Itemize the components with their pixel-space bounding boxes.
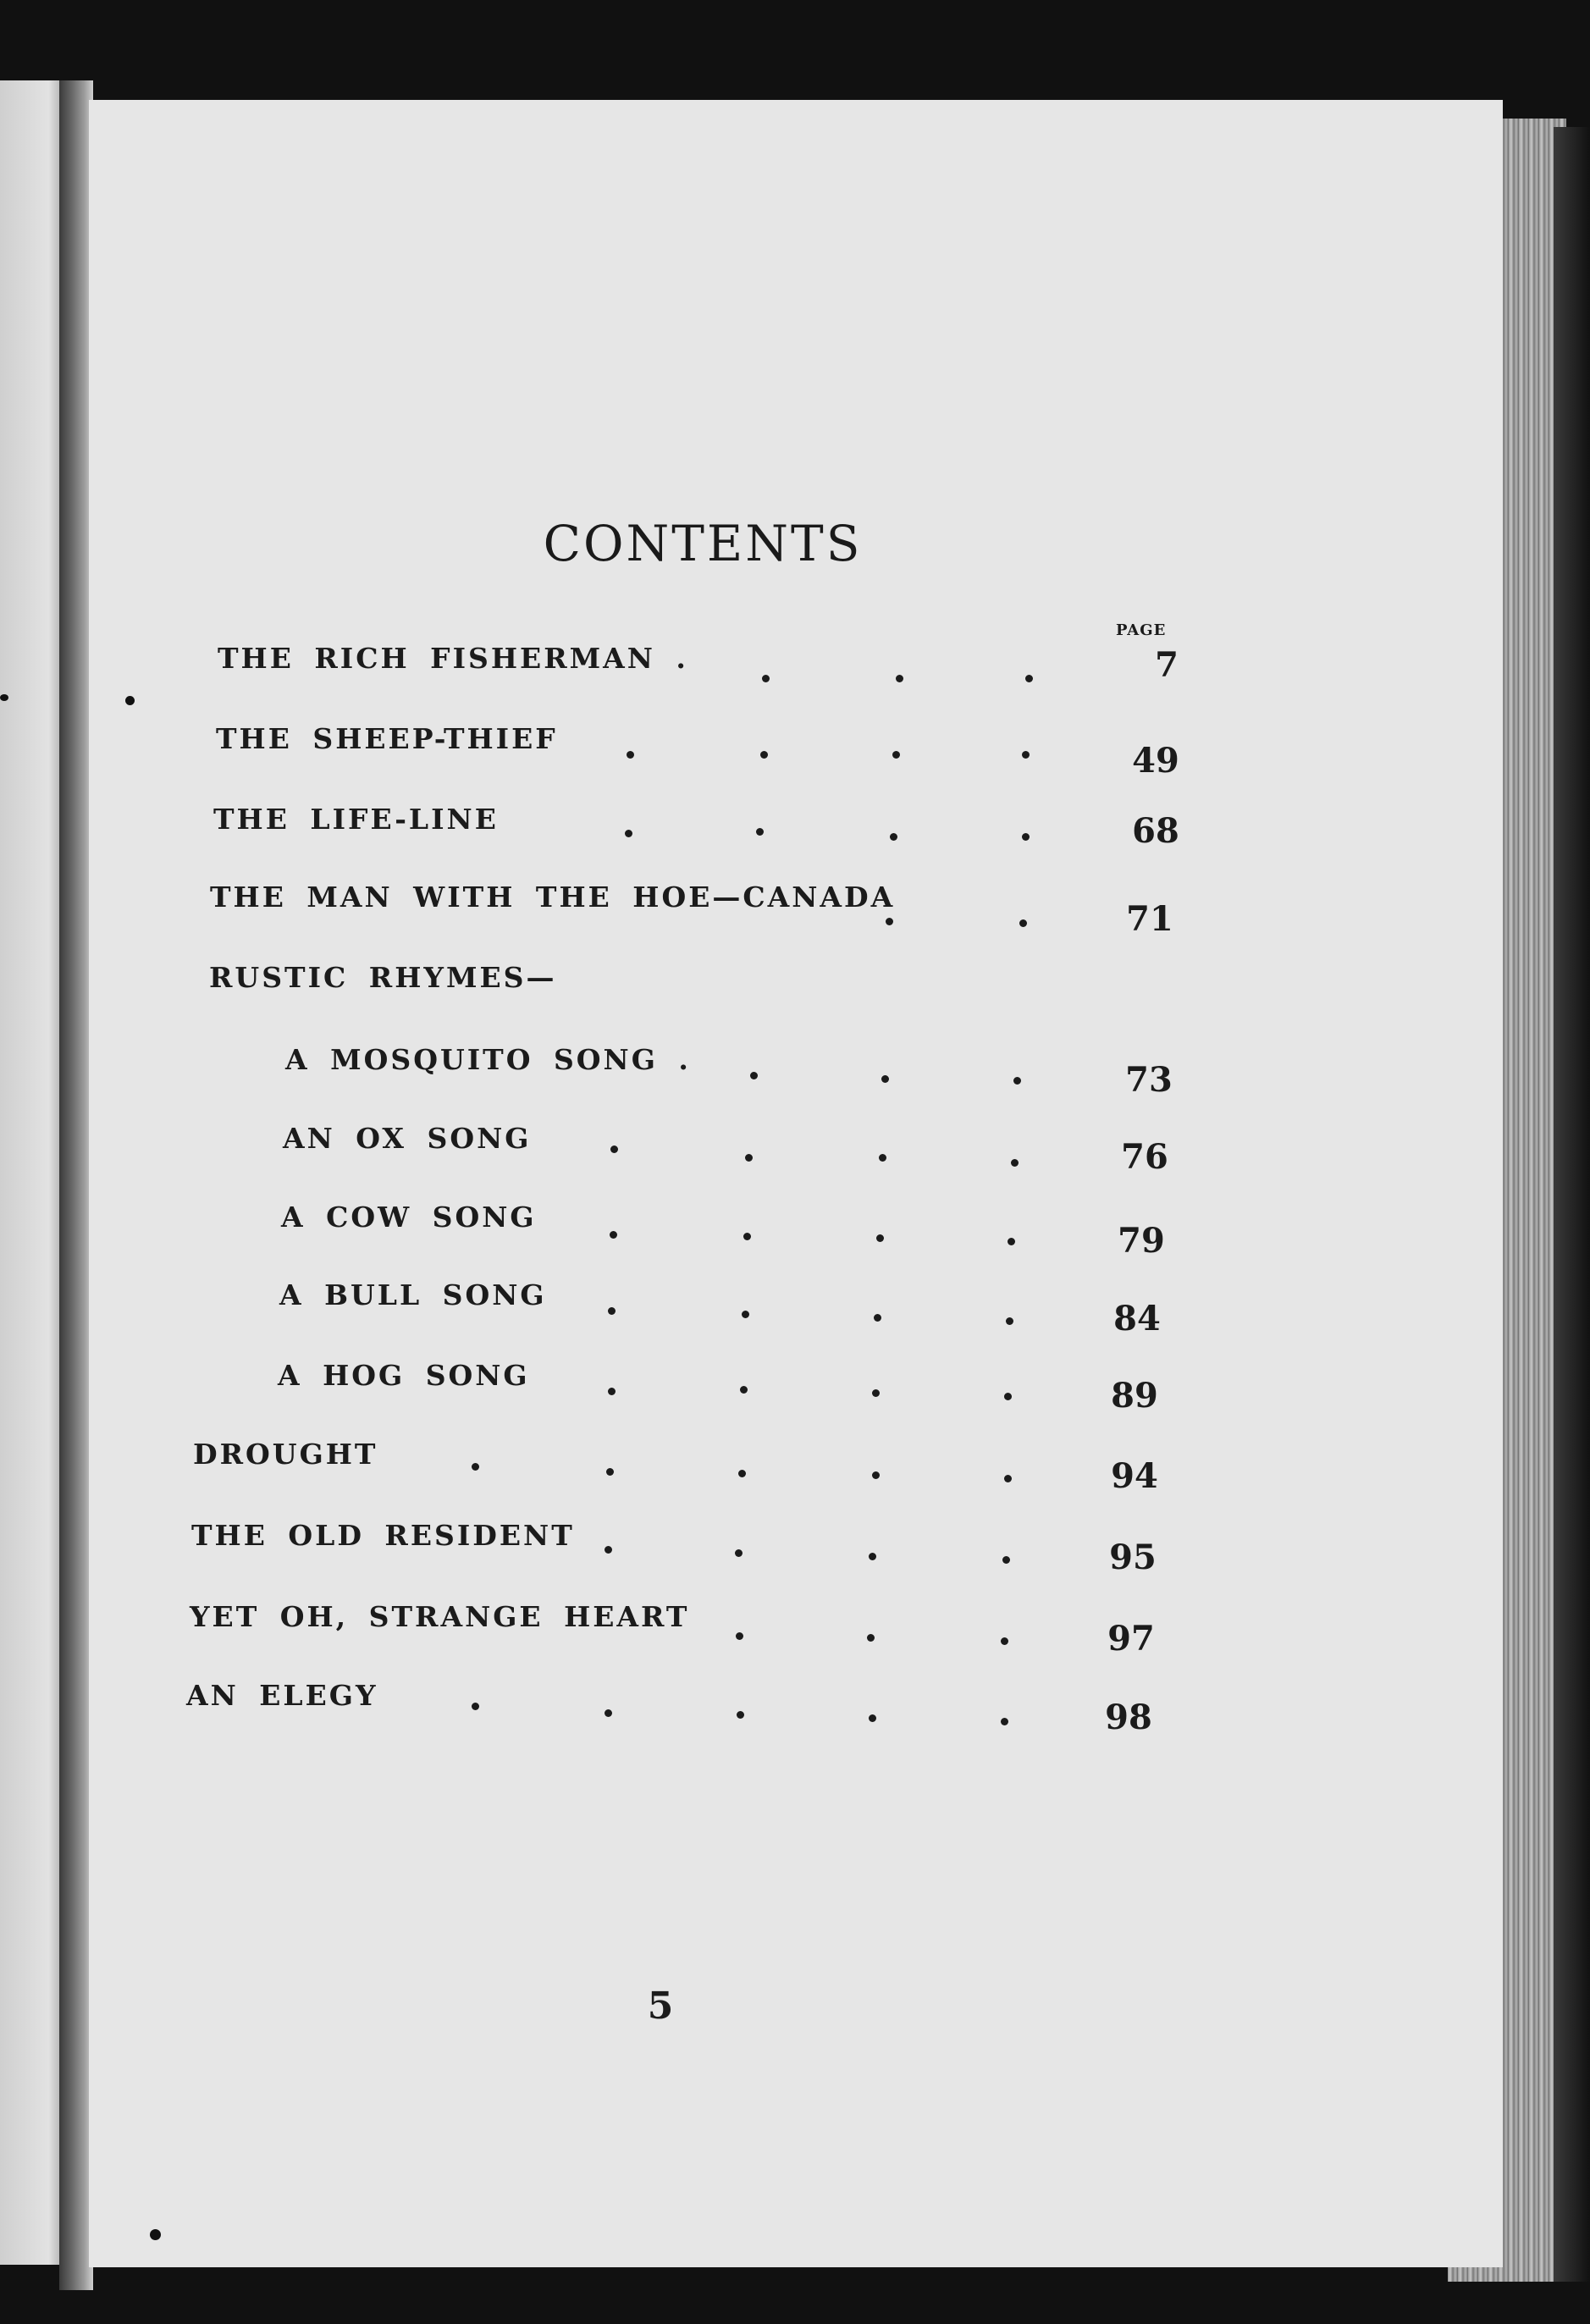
leader-dot	[472, 1703, 479, 1710]
leader-dot	[1004, 1393, 1012, 1400]
toc-entry-title: AN OX SONG	[283, 1122, 532, 1155]
leader-dot	[737, 1711, 744, 1719]
margin-speck	[150, 2229, 161, 2240]
leader-dot	[610, 1145, 618, 1153]
page-block-shadow	[1554, 127, 1590, 2282]
leader-dot	[605, 1709, 612, 1717]
toc-page-number: 89	[1111, 1376, 1158, 1416]
toc-page-number: 68	[1132, 811, 1179, 851]
toc-page-number: 79	[1118, 1221, 1165, 1261]
page-column-label: PAGE	[1116, 621, 1167, 639]
leader-dot	[1004, 1475, 1012, 1482]
toc-entry-title: RUSTIC RHYMES—	[209, 961, 557, 994]
toc-entry-title: A BULL SONG	[279, 1278, 547, 1311]
leader-dot	[872, 1389, 880, 1397]
toc-entry-title: YET OH, STRANGE HEART	[190, 1600, 690, 1633]
toc-entry-title: THE SHEEP-THIEF	[216, 722, 558, 755]
leader-dot	[892, 751, 900, 759]
leader-dot	[1001, 1637, 1008, 1645]
toc-entry-title: AN ELEGY	[186, 1679, 378, 1712]
leader-dot	[876, 1234, 884, 1242]
leader-dot	[756, 828, 764, 836]
toc-page-number: 97	[1107, 1619, 1155, 1659]
leader-dot	[750, 1072, 758, 1079]
toc-entry-title: A HOG SONG	[278, 1359, 530, 1392]
toc-page-number: 71	[1126, 899, 1173, 939]
leader-dot	[608, 1307, 616, 1315]
leader-dot	[627, 751, 634, 759]
leader-dot	[740, 1386, 748, 1394]
folio-page-number: 5	[647, 1985, 674, 2028]
leader-dot	[890, 833, 897, 841]
toc-entry-title: THE OLD RESIDENT	[191, 1519, 575, 1552]
toc-page-number: 7	[1155, 645, 1179, 685]
leader-dot	[1025, 675, 1033, 682]
leader-dot	[738, 1470, 746, 1477]
leader-dot	[886, 918, 893, 925]
book-gutter	[59, 80, 93, 2290]
leader-dot	[1006, 1317, 1013, 1325]
contents-page	[89, 100, 1503, 2267]
leader-dot	[1002, 1556, 1010, 1564]
margin-speck	[0, 694, 8, 701]
leader-dot	[605, 1546, 612, 1554]
leader-dot	[1011, 1159, 1019, 1167]
contents-title: CONTENTS	[543, 515, 863, 572]
leader-dot	[742, 1311, 749, 1318]
leader-dot	[1022, 751, 1030, 759]
toc-page-number: 95	[1109, 1537, 1157, 1577]
toc-entry-title: THE LIFE-LINE	[213, 803, 499, 836]
leader-dot	[606, 1468, 614, 1476]
leader-dot	[896, 675, 903, 682]
leader-dot	[743, 1233, 751, 1240]
leader-dot	[874, 1314, 881, 1322]
leader-dot	[762, 675, 770, 682]
toc-page-number: 94	[1111, 1456, 1158, 1496]
toc-entry-title: A MOSQUITO SONG .	[285, 1043, 691, 1076]
toc-page-number: 73	[1125, 1060, 1173, 1100]
toc-page-number: 98	[1105, 1697, 1152, 1737]
leader-dot	[735, 1549, 743, 1557]
leader-dot	[872, 1471, 880, 1479]
leader-dot	[867, 1634, 875, 1642]
leader-dot	[1008, 1238, 1015, 1245]
leader-dot	[1001, 1718, 1008, 1725]
leader-dot	[1022, 833, 1030, 841]
leader-dot	[745, 1154, 753, 1162]
leader-dot	[1019, 919, 1027, 927]
toc-entry-title: DROUGHT	[193, 1438, 378, 1471]
leader-dot	[869, 1714, 876, 1722]
leader-dot	[608, 1388, 616, 1395]
toc-entry-title: THE RICH FISHERMAN .	[218, 642, 688, 675]
toc-entry-title: A COW SONG	[281, 1201, 537, 1234]
leader-dot	[472, 1463, 479, 1471]
leader-dot	[760, 751, 768, 759]
margin-speck	[125, 696, 135, 705]
leader-dot	[881, 1075, 889, 1083]
leader-dot	[869, 1553, 876, 1560]
leader-dot	[879, 1154, 886, 1162]
toc-page-number: 84	[1113, 1299, 1161, 1339]
toc-page-number: 76	[1121, 1137, 1168, 1177]
leader-dot	[1013, 1077, 1021, 1085]
toc-page-number: 49	[1132, 741, 1179, 781]
leader-dot	[610, 1231, 617, 1239]
leader-dot	[736, 1632, 743, 1640]
toc-entry-title: THE MAN WITH THE HOE—CANADA	[210, 880, 896, 914]
leader-dot	[625, 830, 632, 837]
